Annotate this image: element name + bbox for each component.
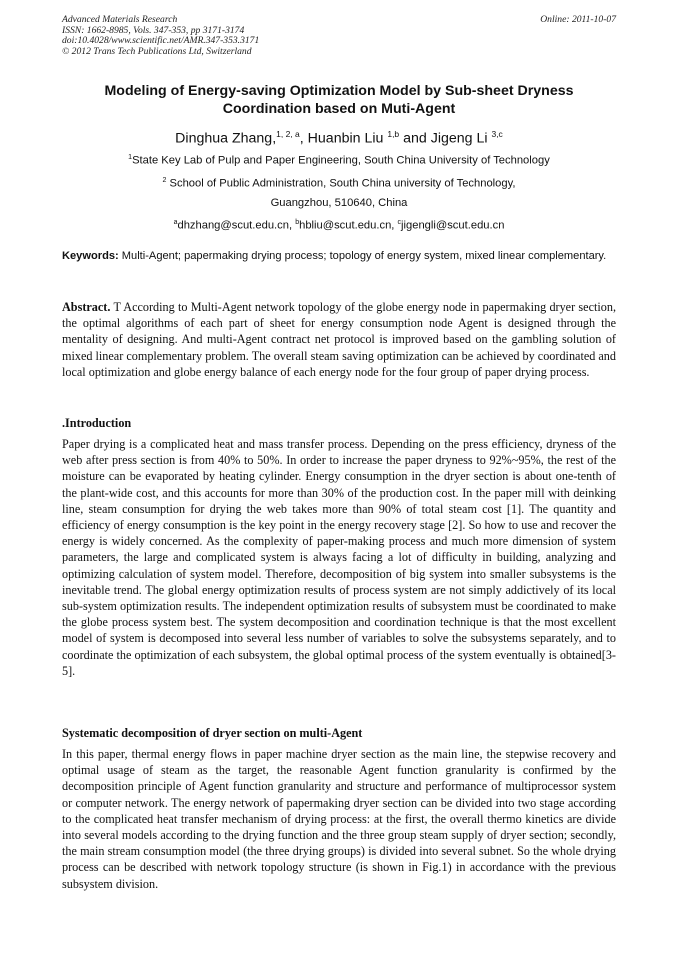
- decomposition-paragraph: In this paper, thermal energy flows in paper machine dryer section as the main line, the stepwise recovery and optimal usage of steam as the target, the reasonable Agent function granularity is confirmed by the decomposition principle of Agent function granularity and structure and performance of multiprocessor system or computer network. The energy network of papermaking dryer section can be divided into two stage according to the complicated heat transfer mechanism of drying process: at the first, the overall thermo kinetics are divide into several models according to the drying function and the three group steam supply of dryer section; secondly, the main stream consumption model (the three drying groups) is divided into several subnet. So the whole drying process can be described with network topology structure (is shown in Fig.1) in accordance with the previous subsystem division.: [62, 747, 616, 891]
- email-superscript: c: [397, 219, 402, 226]
- affiliation-1: [62, 151, 616, 168]
- affiliation-2: [62, 174, 616, 191]
- issn-line: ISSN: 1662-8985, Vols. 347-353, pp 3171-3174: [62, 24, 245, 36]
- email-address: hbliu@scut.edu.cn,: [299, 219, 398, 232]
- affiliation-text: School of Public Administration, South China university of Technology,: [166, 177, 516, 190]
- abstract-label: Abstract.: [62, 300, 111, 314]
- abstract-text: T According to Multi-Agent network topology of the globe energy node in papermaking dryer section, the optimal algorithms of each part of sheet for energy consumption node Agent is designed through the mentality of designing. And multi-Agent contract net protocol is improved based on the gambling solution of mixed linear complementary problem. The overall steam saving optimization can be achieved by coordinated and local optimization and globe energy balance of each energy node for the four group of paper drying process.: [62, 300, 616, 379]
- author-name: Dinghua Zhang,: [175, 130, 277, 147]
- journal-name: Advanced Materials Research: [62, 14, 178, 25]
- email-superscript: b: [295, 219, 300, 226]
- doi-line: doi:10.4028/www.scientific.net/AMR.347-353.3171: [62, 35, 260, 47]
- keywords-label: Keywords:: [62, 250, 119, 262]
- author-list: [62, 124, 616, 149]
- email-address: dhzhang@scut.edu.cn,: [177, 219, 296, 232]
- email-line: [62, 216, 616, 233]
- author-superscript: 1,b: [387, 129, 400, 139]
- affiliation-superscript: 2: [162, 177, 167, 184]
- author-superscript: 1, 2, a: [276, 129, 300, 139]
- affiliation-superscript: 1: [128, 154, 133, 161]
- paper-title: Modeling of Energy-saving Optimization Model by Sub-sheet Dryness Coordination based on Muti-Agent: [104, 83, 574, 117]
- abstract: [62, 299, 616, 380]
- section-heading-introduction: .Introduction: [62, 416, 132, 430]
- keywords-text: Multi-Agent; papermaking drying process; topology of energy system, mixed linear complementary.: [118, 250, 607, 262]
- journal-header: [62, 15, 616, 57]
- section-heading-decomposition: Systematic decomposition of dryer section on multi-Agent: [62, 726, 363, 740]
- author-separator: , Huanbin Liu: [299, 130, 388, 147]
- affiliation-city: Guangzhou, 510640, China: [270, 197, 408, 209]
- author-superscript: 3,c: [491, 129, 503, 139]
- affiliation-text: State Key Lab of Pulp and Paper Engineering, South China University of Technology: [132, 154, 550, 167]
- introduction-paragraph: Paper drying is a complicated heat and mass transfer process. Depending on the press efficiency, dryness of the web after press section is from 40% to 50%. In order to increase the paper dryness to 92%~95%, the rest of the moisture can be evaporated by heating cylinder. Energy consumption in the dryer section is about one-tenth of the plant-wide cost, and this accounts for more than 30% of the production cost. In the paper mill with deinking line, steam consumption for drying the web takes more than 90% of total steam cost [1]. The quantity and efficiency of energy consumption is the key point in the energy recovery stage [2]. So how to use and recover the energy is widely concerned. As the complexity of paper-making process and much more dimension of system parameters, the large and complicated system is always facing a lot of difficulty in building, analyzing and optimizing calculation of system model. Therefore, decomposition of big system into smaller subsystems is the inevitable trend. The global energy optimization results of process system are not simply addictively of its local sub-system optimization results. The independent optimization results of subsystem must be coordinated to make the globe process system best. The system decomposition and coordination technique is that the most excellent model of system is decomposed into several less number of variables to solve the subsystems separately, and to coordinate the optimization of each subsystem, the global optimal process of the system eventually is obtained[3-5].: [62, 437, 616, 678]
- email-superscript: a: [173, 219, 178, 226]
- author-separator: and Jigeng Li: [399, 130, 492, 147]
- online-date: Online: 2011-10-07: [540, 14, 616, 25]
- copyright-line: © 2012 Trans Tech Publications Ltd, Switzerland: [62, 45, 252, 57]
- keywords: [62, 250, 616, 263]
- email-address: jigengli@scut.edu.cn: [401, 219, 505, 232]
